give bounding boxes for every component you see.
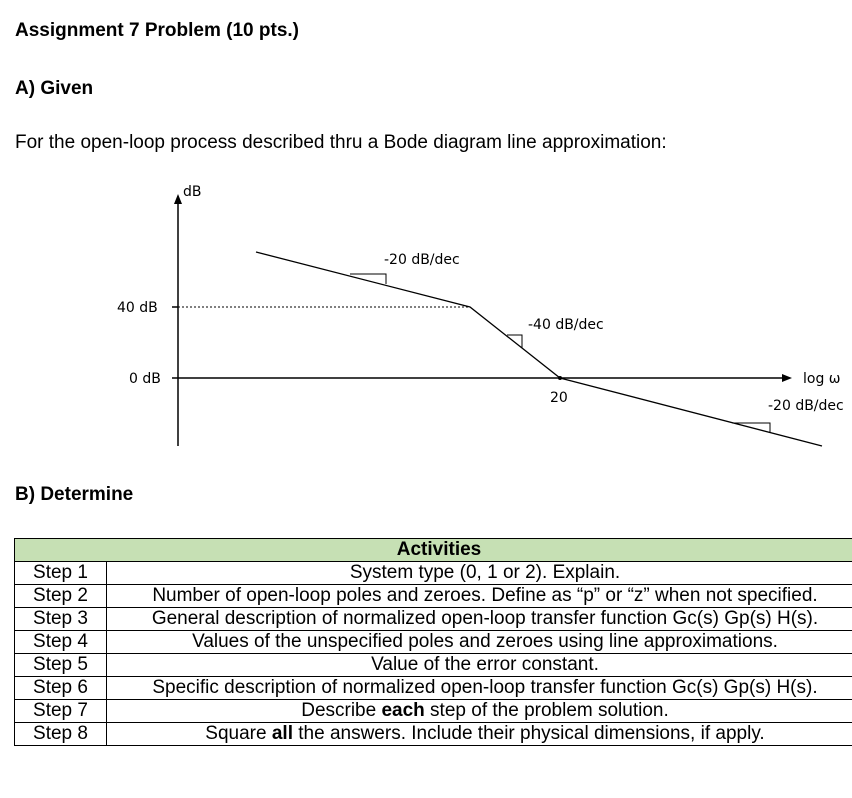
step-description xyxy=(107,677,852,700)
description-text: Number of open-loop poles and zeroes. Define as “p” or “z” when not specified. xyxy=(152,585,818,606)
description-text-end: step of the problem solution. xyxy=(424,700,669,721)
step-label: Step 3 xyxy=(15,608,107,631)
step-label: Step 8 xyxy=(15,723,107,746)
description-text: Value of the error constant. xyxy=(371,654,599,675)
step-label: Step 6 xyxy=(15,677,107,700)
table-row xyxy=(15,585,852,608)
description-text-end: the answers. Include their physical dimensions, if apply. xyxy=(292,723,765,744)
crossover-point xyxy=(558,376,562,380)
x-axis-arrowhead xyxy=(782,374,792,382)
description-emphasis: each xyxy=(381,700,425,721)
step-label: Step 5 xyxy=(15,654,107,677)
description-emphasis: all xyxy=(271,723,293,744)
assignment-title: Assignment 7 Problem (10 pts.) xyxy=(15,20,300,41)
crossover-label: 20 xyxy=(550,390,568,406)
description-text: Values of the unspecified poles and zeroes using line approximations. xyxy=(192,631,778,652)
table-row xyxy=(15,677,852,700)
step-label: Step 4 xyxy=(15,631,107,654)
slope-label-2: -40 dB/dec xyxy=(528,317,604,333)
bode-diagram xyxy=(0,180,852,460)
x-axis-label: log ω xyxy=(803,371,841,387)
section-determine-heading: B) Determine xyxy=(15,484,134,505)
description-text: Describe xyxy=(301,700,382,721)
magnitude-curve xyxy=(256,252,822,446)
table-row xyxy=(15,700,852,723)
description-text: System type (0, 1 or 2). Explain. xyxy=(349,562,621,583)
step-description xyxy=(107,700,852,723)
step-description xyxy=(107,585,852,608)
table-row xyxy=(15,654,852,677)
description-text: General description of normalized open-loop transfer function Gc(s) Gp(s) H(s). xyxy=(151,608,819,629)
level-40-label: 40 dB xyxy=(117,300,158,316)
problem-intro-text: For the open-loop process described thru a Bode diagram line approximation: xyxy=(15,132,667,153)
activities-header: Activities xyxy=(15,539,852,562)
description-text: Specific description of normalized open-loop transfer function Gc(s) Gp(s) H(s). xyxy=(152,677,818,698)
table-row xyxy=(15,631,852,654)
table-row xyxy=(15,723,852,746)
y-axis-arrowhead xyxy=(174,194,182,204)
level-0-label: 0 dB xyxy=(129,371,161,387)
activities-table xyxy=(14,538,852,746)
step-label: Step 1 xyxy=(15,562,107,585)
step-description xyxy=(107,562,852,585)
slope-triangle-1 xyxy=(350,274,386,284)
slope-label-3: -20 dB/dec xyxy=(768,398,844,414)
table-row xyxy=(15,608,852,631)
section-given-heading: A) Given xyxy=(15,78,94,99)
step-label: Step 7 xyxy=(15,700,107,723)
slope-label-1: -20 dB/dec xyxy=(384,252,460,268)
y-axis-label: dB xyxy=(183,184,202,200)
step-description xyxy=(107,608,852,631)
table-row xyxy=(15,562,852,585)
step-label: Step 2 xyxy=(15,585,107,608)
step-description xyxy=(107,723,852,746)
table-header-row xyxy=(15,539,852,562)
description-text: Square xyxy=(205,723,272,744)
step-description xyxy=(107,654,852,677)
step-description xyxy=(107,631,852,654)
